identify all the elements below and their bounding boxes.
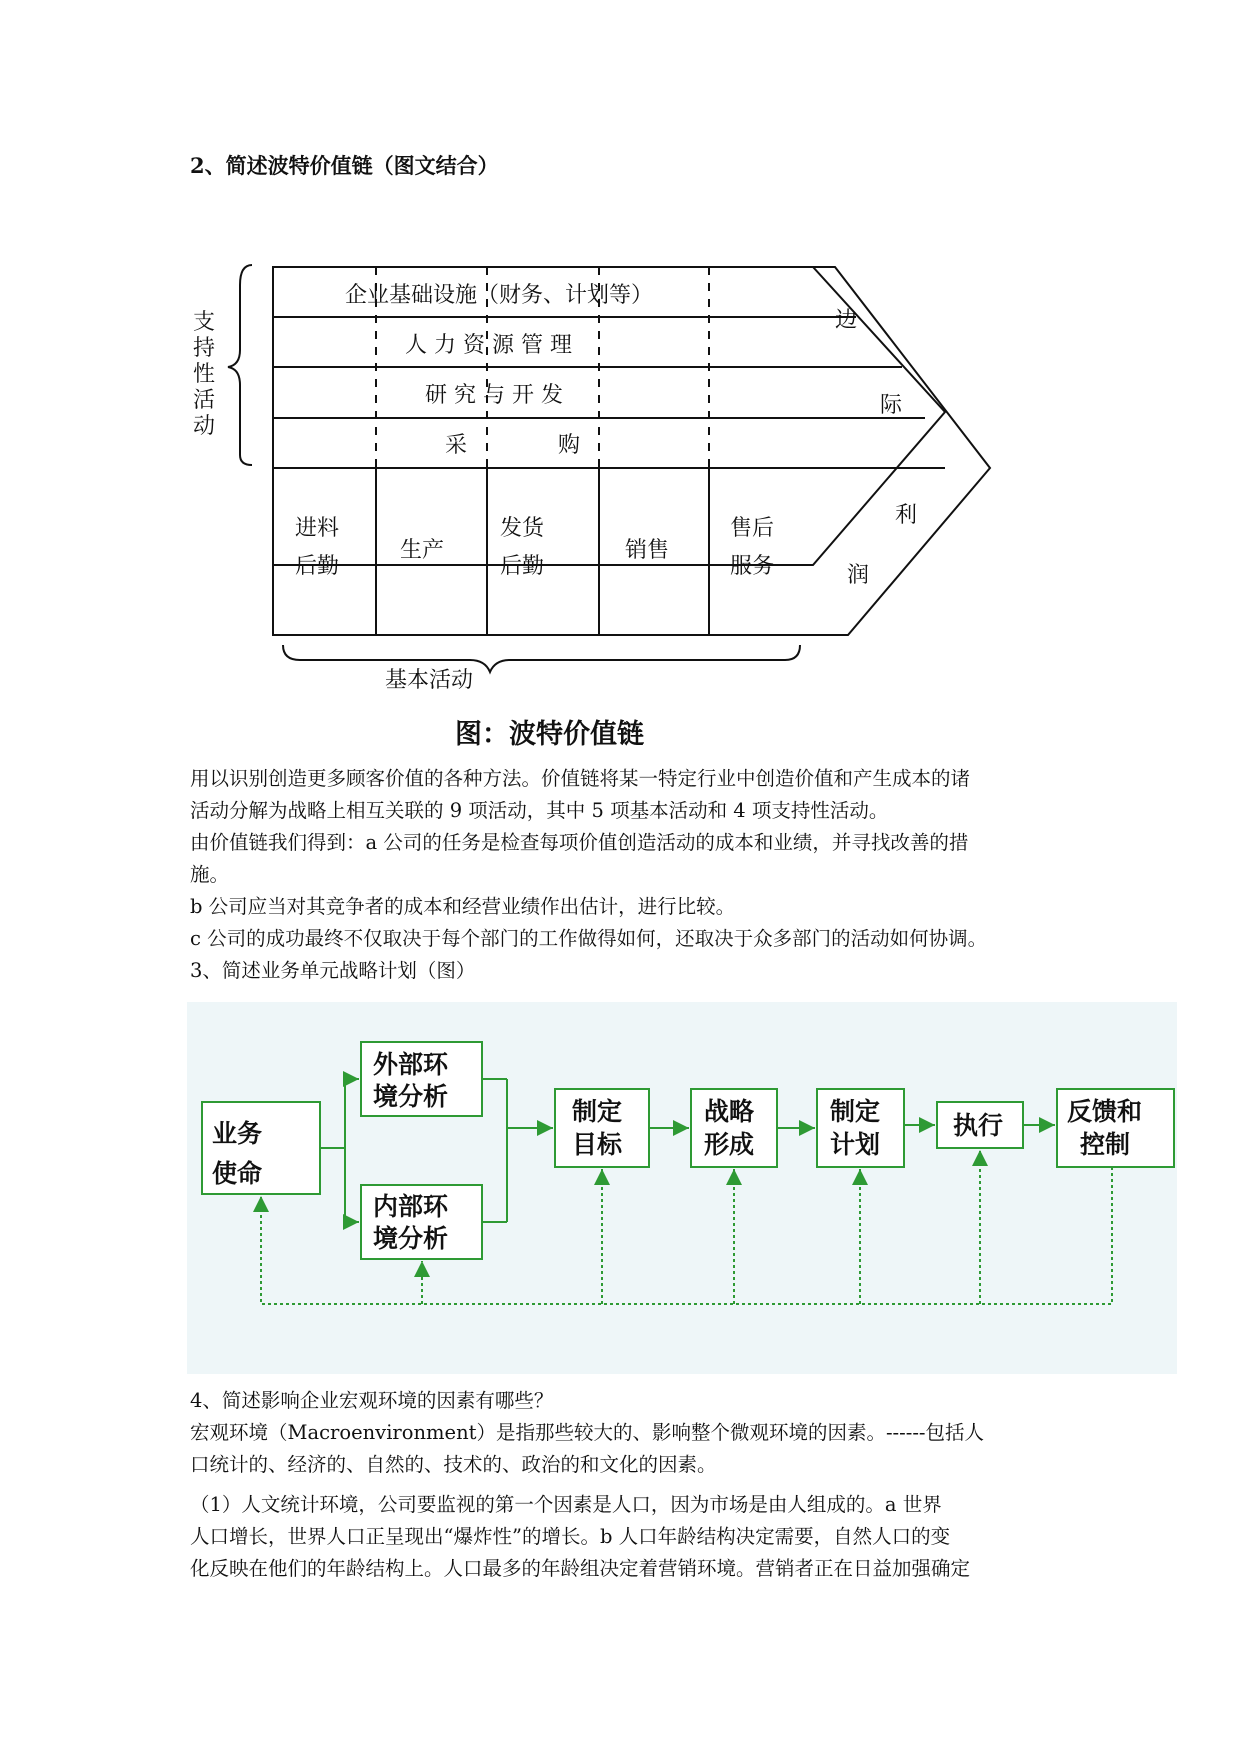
primary-inbound-1: 进料 xyxy=(295,516,340,541)
section-2-line-3: 由价值链我们得到：a 公司的任务是检查每项价值创造活动的成本和业绩，并寻找改善的措 xyxy=(190,831,969,854)
flowchart-background xyxy=(187,1002,1177,1374)
margin-char-4: 润 xyxy=(847,563,870,588)
section-2-line-1: 用以识别创造更多顾客价值的各种方法。价值链将某一特定行业中创造价值和产生成本的诸 xyxy=(190,767,971,790)
external-line-2: 境分析 xyxy=(373,1082,449,1111)
support-row-procurement-2: 购 xyxy=(558,433,581,458)
primary-sales: 销售 xyxy=(625,538,670,563)
section-2-heading: 2、简述波特价值链（图文结合） xyxy=(190,153,499,178)
section-4-line-5: 化反映在他们的年龄结构上。人口最多的年龄组决定着营销环境。营销者正在日益加强确定 xyxy=(190,1557,971,1580)
margin-char-1: 边 xyxy=(835,308,858,333)
section-4-line-3: （1）人文统计环境，公司要监视的第一个因素是人口，因为市场是由人组成的。a 世界 xyxy=(190,1493,942,1516)
strategy-line-1: 战略 xyxy=(704,1097,755,1126)
mission-line-2: 使命 xyxy=(212,1159,263,1188)
primary-inbound-2: 后勤 xyxy=(295,554,340,579)
internal-line-2: 境分析 xyxy=(373,1224,449,1253)
primary-outbound-1: 发货 xyxy=(500,516,545,541)
section-4-line-4: 人口增长，世界人口正呈现出“爆炸性”的增长。b 人口年龄结构决定需要，自然人口的变 xyxy=(190,1525,951,1548)
goals-line-2: 目标 xyxy=(572,1130,623,1159)
margin-char-3: 利 xyxy=(895,503,918,528)
support-row-rd: 研 究 与 开 发 xyxy=(425,383,563,408)
plan-line-2: 计划 xyxy=(830,1130,881,1159)
goals-line-1: 制定 xyxy=(572,1097,623,1126)
section-3-heading: 3、简述业务单元战略计划（图） xyxy=(190,959,476,982)
primary-service-1: 售后 xyxy=(730,516,775,541)
execute-label: 执行 xyxy=(953,1111,1004,1140)
margin-char-2: 际 xyxy=(880,393,903,418)
section-2-line-6: c 公司的成功最终不仅取决于每个部门的工作做得如何，还取决于众多部门的活动如何协调。 xyxy=(190,927,988,950)
primary-service-2: 服务 xyxy=(730,554,775,579)
primary-label: 基本活动 xyxy=(385,668,474,693)
primary-outbound-2: 后勤 xyxy=(500,554,545,579)
strategy-line-2: 形成 xyxy=(704,1130,755,1159)
section-2-line-4: 施。 xyxy=(190,863,230,886)
support-bracket xyxy=(228,265,252,465)
section-4-line-2: 口统计的、经济的、自然的、技术的、政治的和文化的因素。 xyxy=(190,1453,717,1476)
section-4-heading: 4、简述影响企业宏观环境的因素有哪些？ xyxy=(190,1389,554,1412)
section-2-line-5: b 公司应当对其竞争者的成本和经营业绩作出估计，进行比较。 xyxy=(190,895,736,918)
section-4-line-1: 宏观环境（Macroenvironment）是指那些较大的、影响整个微观环境的因素。------包括人 xyxy=(190,1421,985,1444)
plan-line-1: 制定 xyxy=(830,1097,881,1126)
section-2-line-2: 活动分解为战略上相互关联的 9 项活动，其中 5 项基本活动和 4 项支持性活动。 xyxy=(190,799,889,822)
value-chain-diagram xyxy=(180,255,1010,710)
support-row-hr: 人 力 资 源 管 理 xyxy=(405,333,572,358)
feedback-line-1: 反馈和 xyxy=(1067,1097,1143,1126)
primary-bracket xyxy=(283,645,800,672)
primary-operations: 生产 xyxy=(400,538,445,563)
feedback-line-2: 控制 xyxy=(1080,1130,1131,1159)
support-row-infrastructure: 企业基础设施（财务、计划等） xyxy=(345,283,654,308)
value-chain-caption: 图：波特价值链 xyxy=(455,719,644,750)
strategy-flowchart xyxy=(187,1002,1177,1374)
internal-line-1: 内部环 xyxy=(373,1192,449,1221)
support-label: 支持性活动 xyxy=(192,310,215,439)
external-line-1: 外部环 xyxy=(373,1050,449,1079)
mission-line-1: 业务 xyxy=(212,1119,263,1148)
support-row-procurement-1: 采 xyxy=(445,433,468,458)
